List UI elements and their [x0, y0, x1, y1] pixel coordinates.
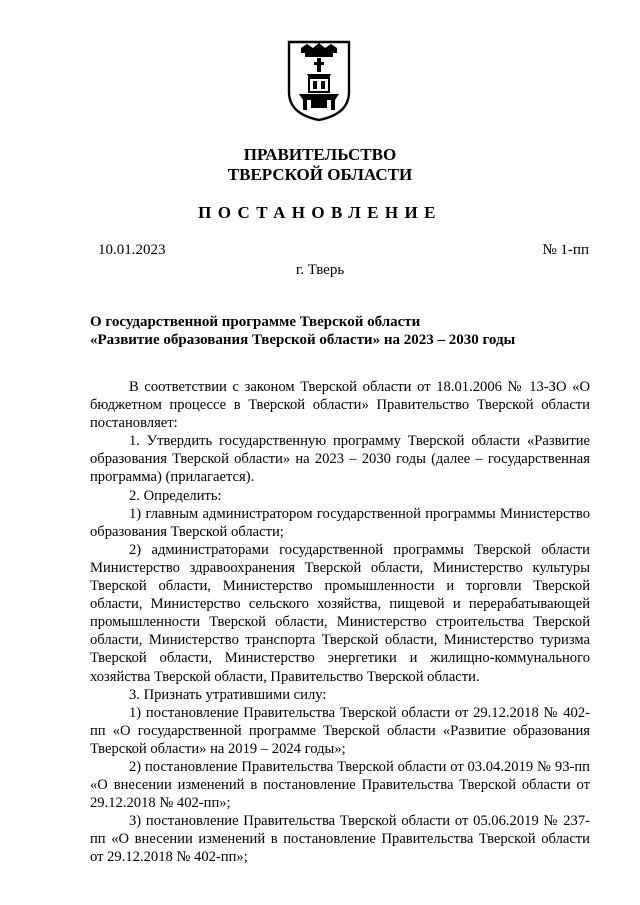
document-title-line1: О государственной программе Тверской области: [90, 314, 421, 330]
coat-of-arms-icon: [287, 40, 351, 122]
document-title-line2: «Развитие образования Тверской области» на 2023 – 2030 годы: [90, 332, 516, 348]
document-city: г. Тверь: [295, 262, 345, 278]
paragraph-item-3-3: 3) постановление Правительства Тверской области от 05.06.2019 № 237-пп «О внесении изменений в постановление Правительства Тверской области от 29.12.2018 № 402-пп»;: [90, 813, 590, 866]
paragraph-item-1: 1. Утвердить государственную программу Тверской области «Развитие образования Тверской области» на 2023 – 2030 годы (далее – государственная программа) (прилагается).: [90, 433, 590, 486]
org-name-line1: ПРАВИТЕЛЬСТВО: [243, 145, 397, 164]
paragraph-item-2-1: 1) главным администратором государственной программы Министерство образования Тверской области;: [90, 505, 590, 540]
org-name-line2: ТВЕРСКОЙ ОБЛАСТИ: [227, 165, 413, 184]
document-date: 10.01.2023: [98, 242, 166, 258]
document-type: ПОСТАНОВЛЕНИЕ: [198, 203, 442, 222]
paragraph-item-3-1: 1) постановление Правительства Тверской области от 29.12.2018 № 402-пп «О государственной программе Тверской области «Развитие образования Тверской области» на 2019 – 2024 годы»;: [90, 704, 590, 757]
paragraph-item-3-2: 2) постановление Правительства Тверской области от 03.04.2019 № 93-пп «О внесении изменений в постановление Правительства Тверской области от 29.12.2018 № 402-пп»;: [90, 758, 590, 812]
paragraph-item-2: 2. Определить:: [129, 487, 222, 504]
paragraph-item-3: 3. Признать утратившими силу:: [129, 686, 327, 703]
document-number: № 1-пп: [542, 242, 589, 258]
paragraph-preamble: В соответствии с законом Тверской области от 18.01.2006 № 13-ЗО «О бюджетном процессе в Тверской области» Правительство Тверской области постановляет:: [90, 379, 590, 432]
document-body: [90, 378, 590, 867]
paragraph-item-2-2: 2) администраторами государственной программы Тверской области Министерство здравоохранения Тверской области, Министерство культуры Тверской области, Министерство промышленности и торговли Тверской области, Министерство сельского хозяйства, пищевой и перерабатывающей промышленности Тверской области, Министерство строительства Тверской области, Министерство транспорта Тверской области, Министерство туризма Тверской области, Министерство энергетики и жилищно-коммунального хозяйства Тверской области, Правительство Тверской области.: [90, 541, 590, 685]
